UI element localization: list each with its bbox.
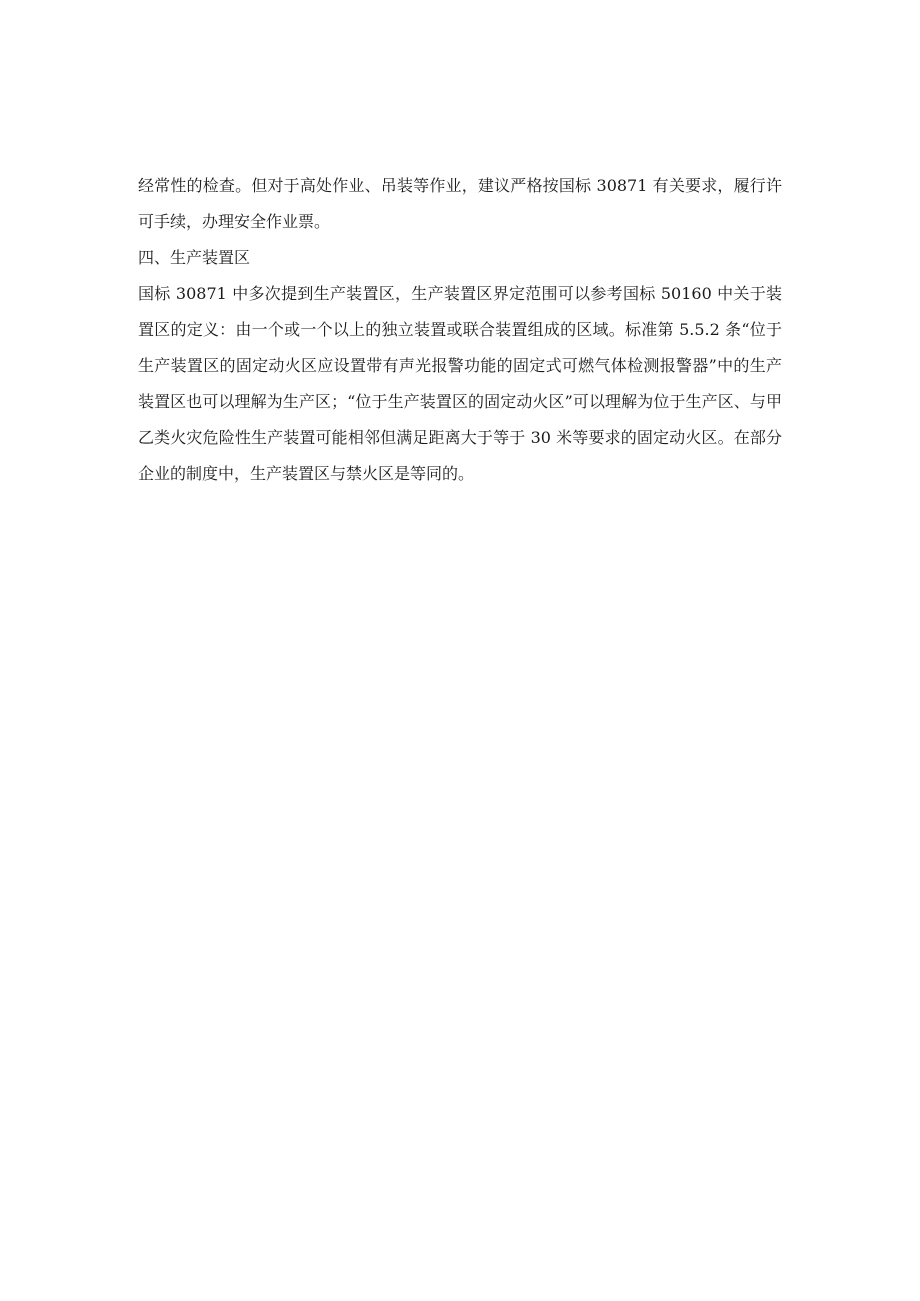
section-heading-4: 四、生产装置区 — [138, 248, 251, 267]
paragraph-continuation: 经常性的检查。但对于高处作业、吊装等作业，建议严格按国标 30871 有关要求，履行许可手续，办理安全作业票。 — [138, 176, 782, 231]
paragraph-production-area: 国标 30871 中多次提到生产装置区，生产装置区界定范围可以参考国标 50160 中关于装置区的定义：由一个或一个以上的独立装置或联合装置组成的区域。标准第 5.5.2 条“位于生产装置区的固定动火区应设置带有声光报警功能的固定式可燃气体检测报警器”中的生产装置区也可以理解为生产区；“位于生产装置区的固定动火区”可以理解为位于生产区、与甲乙类火灾危险性生产装置可能相邻但满足距离大于等于 30 米等要求的固定动火区。在部分企业的制度中，生产装置区与禁火区是等同的。 — [138, 284, 782, 483]
document-body — [138, 168, 782, 492]
